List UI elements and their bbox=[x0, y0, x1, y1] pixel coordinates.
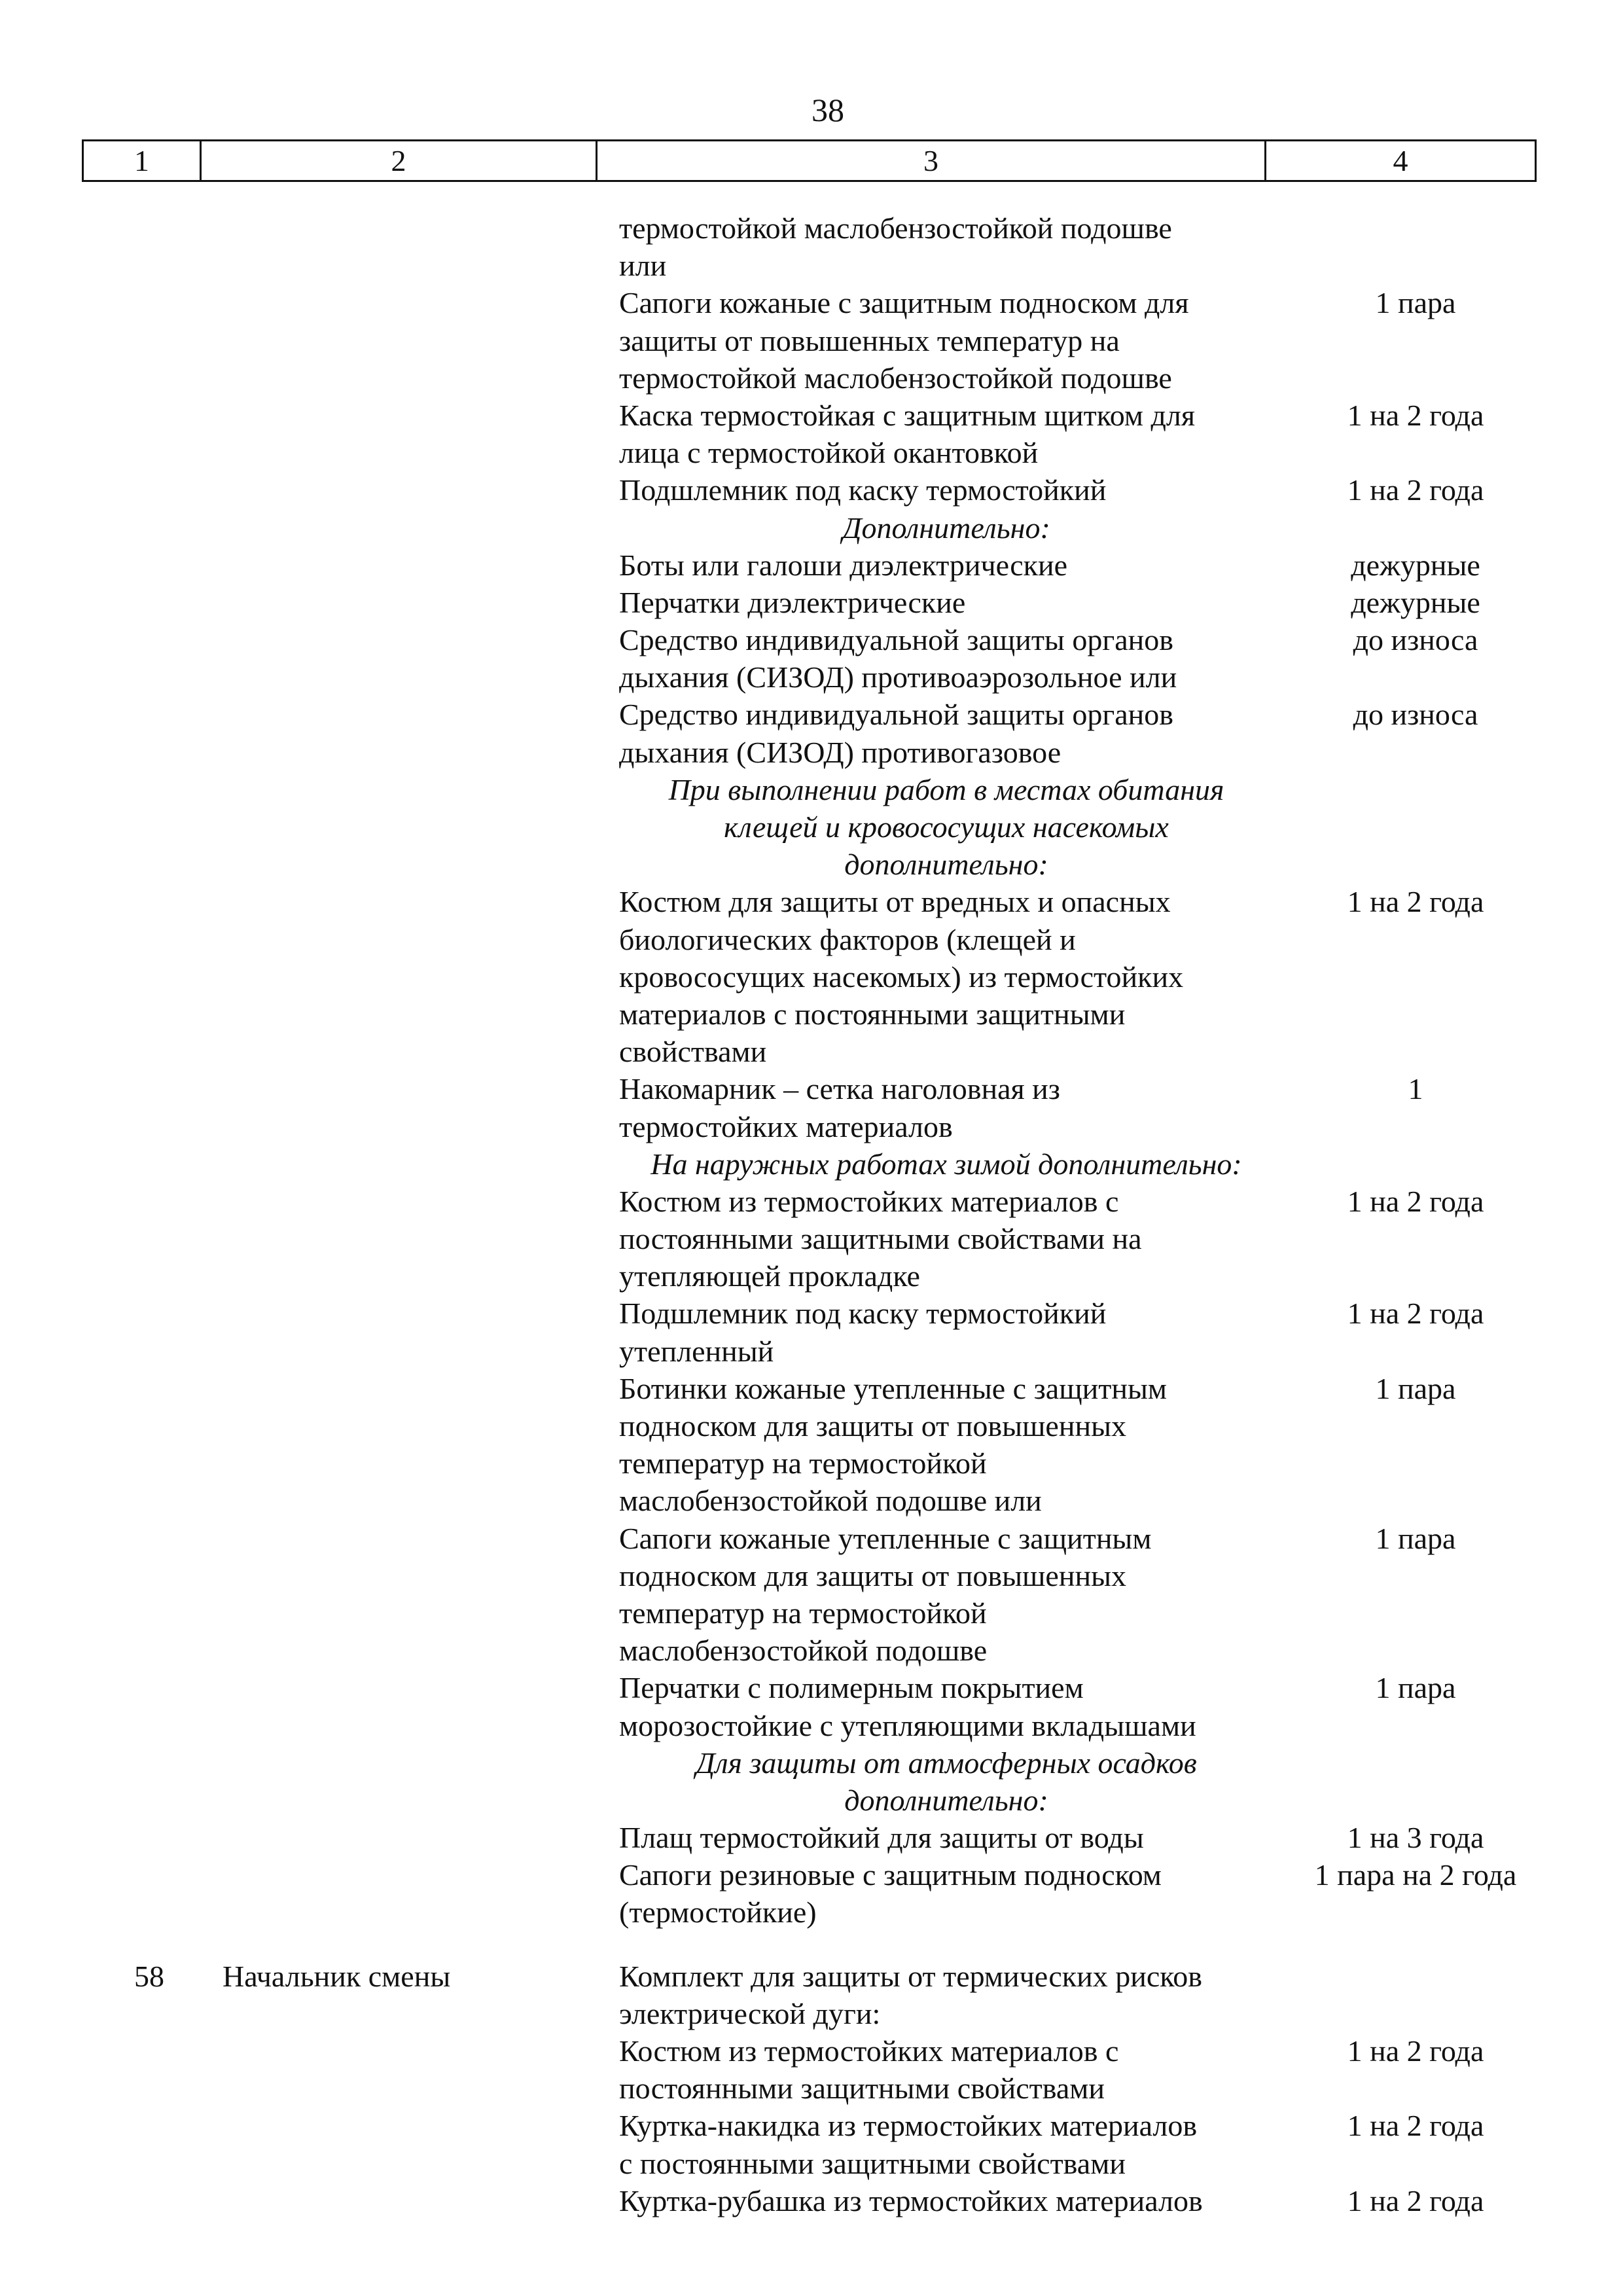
table-row bbox=[0, 1893, 1623, 1931]
section-subheading: дополнительно: bbox=[844, 848, 1048, 882]
table-row bbox=[0, 359, 1623, 397]
table-row bbox=[0, 658, 1623, 696]
table-row bbox=[0, 921, 1623, 958]
item-description: Средство индивидуальной защиты органов bbox=[619, 698, 1173, 732]
column-header-row bbox=[82, 139, 1537, 182]
section-subheading: При выполнении работ в местах обитания bbox=[668, 772, 1224, 806]
table-row bbox=[0, 2182, 1623, 2219]
column-header-3: 3 bbox=[597, 141, 1266, 180]
issue-norm: до износа bbox=[1353, 623, 1478, 657]
item-description: утепляющей прокладке bbox=[619, 1259, 920, 1293]
table-row bbox=[0, 996, 1623, 1033]
table-row bbox=[0, 883, 1623, 920]
item-description: Сапоги резиновые с защитным подноском bbox=[619, 1858, 1162, 1892]
item-description: кровососущих насекомых) из термостойких bbox=[619, 960, 1184, 994]
issue-norm: 1 на 2 года bbox=[1347, 2109, 1484, 2143]
table-row bbox=[0, 471, 1623, 509]
item-description: Боты или галоши диэлектрические bbox=[619, 548, 1068, 582]
table-row bbox=[0, 2070, 1623, 2107]
table-row bbox=[0, 1295, 1623, 1332]
item-description: (термостойкие) bbox=[619, 1895, 817, 1929]
item-description: свойствами bbox=[619, 1035, 767, 1069]
column-header-4: 4 bbox=[1393, 144, 1408, 177]
table-row bbox=[0, 846, 1623, 883]
item-description: подноском для защиты от повышенных bbox=[619, 1409, 1126, 1443]
table-row bbox=[0, 2145, 1623, 2182]
table-row bbox=[0, 1070, 1623, 1107]
table-row bbox=[0, 1257, 1623, 1295]
item-description: маслобензостойкой подошве bbox=[619, 1634, 988, 1668]
table-row bbox=[0, 1632, 1623, 1669]
item-description: температур на термостойкой bbox=[619, 1446, 987, 1480]
issue-norm: 1 пара bbox=[1375, 1671, 1456, 1705]
table-row bbox=[0, 1856, 1623, 1893]
item-description: Перчатки диэлектрические bbox=[619, 585, 966, 619]
table-row bbox=[0, 584, 1623, 621]
table-row bbox=[0, 2032, 1623, 2070]
issue-norm: до износа bbox=[1353, 698, 1478, 732]
item-description: электрической дуги: bbox=[619, 1996, 881, 2030]
issue-norm: 1 пара bbox=[1375, 1371, 1456, 1405]
item-description: Ботинки кожаные утепленные с защитным bbox=[619, 1371, 1167, 1405]
table-row bbox=[0, 434, 1623, 471]
item-description: морозостойкие с утепляющими вкладышами bbox=[619, 1708, 1196, 1742]
issue-norm: дежурные bbox=[1351, 548, 1480, 582]
table-row bbox=[0, 1557, 1623, 1594]
section-subheading: Для защиты от атмосферных осадков bbox=[696, 1746, 1197, 1780]
page-number: 38 bbox=[812, 92, 844, 128]
row-spacer bbox=[0, 1931, 1623, 1958]
position-title: Начальник смены bbox=[223, 1959, 451, 1993]
item-description: биологических факторов (клещей и bbox=[619, 922, 1076, 956]
table-row bbox=[0, 1482, 1623, 1519]
table-row bbox=[0, 1995, 1623, 2032]
issue-norm: 1 на 2 года bbox=[1347, 1184, 1484, 1218]
item-description: Сапоги кожаные утепленные с защитным bbox=[619, 1521, 1152, 1555]
item-description: лица с термостойкой окантовкой bbox=[619, 436, 1039, 470]
item-description: термостойкой маслобензостойкой подошве bbox=[619, 361, 1172, 395]
table-row bbox=[0, 1183, 1623, 1220]
table-row bbox=[0, 397, 1623, 434]
issue-norm: 1 пара на 2 года bbox=[1314, 1858, 1517, 1892]
row-number: 58 bbox=[134, 1959, 164, 1993]
table-row bbox=[0, 1594, 1623, 1632]
table-row bbox=[0, 1782, 1623, 1819]
item-description: защиты от повышенных температур на bbox=[619, 323, 1120, 357]
column-header-2: 2 bbox=[202, 141, 597, 180]
table-row bbox=[0, 734, 1623, 771]
item-description: термостойкой маслобензостойкой подошве bbox=[619, 211, 1172, 245]
table-row bbox=[0, 1819, 1623, 1856]
item-description: Подшлемник под каску термостойкий bbox=[619, 473, 1107, 507]
table-row bbox=[0, 547, 1623, 584]
table-body bbox=[0, 209, 1623, 2219]
item-description: Средство индивидуальной защиты органов bbox=[619, 623, 1173, 657]
item-description: температур на термостойкой bbox=[619, 1596, 987, 1630]
issue-norm: 1 bbox=[1408, 1072, 1423, 1106]
item-description: материалов с постоянными защитными bbox=[619, 997, 1126, 1031]
item-description: Подшлемник под каску термостойкий bbox=[619, 1297, 1107, 1331]
table-row bbox=[0, 958, 1623, 996]
table-row bbox=[0, 1958, 1623, 1995]
table-row bbox=[0, 1407, 1623, 1444]
item-description: Костюм из термостойких материалов с bbox=[619, 1184, 1119, 1218]
item-description: подноском для защиты от повышенных bbox=[619, 1558, 1126, 1592]
section-subheading: Дополнительно: bbox=[842, 511, 1050, 545]
issue-norm: 1 на 2 года bbox=[1347, 1297, 1484, 1331]
table-row bbox=[0, 808, 1623, 846]
item-description: Костюм из термостойких материалов с bbox=[619, 2034, 1119, 2068]
issue-norm: дежурные bbox=[1351, 585, 1480, 619]
issue-norm: 1 пара bbox=[1375, 286, 1456, 320]
table-row bbox=[0, 1444, 1623, 1482]
section-subheading: На наружных работах зимой дополнительно: bbox=[651, 1147, 1242, 1181]
table-row bbox=[0, 696, 1623, 733]
table-row bbox=[0, 1744, 1623, 1782]
section-subheading: клещей и кровососущих насекомых bbox=[724, 810, 1169, 844]
item-description: термостойких материалов bbox=[619, 1109, 953, 1143]
item-description: Плащ термостойкий для защиты от воды bbox=[619, 1821, 1144, 1855]
item-description: маслобензостойкой подошве или bbox=[619, 1484, 1042, 1518]
issue-norm: 1 на 3 года bbox=[1347, 1821, 1484, 1855]
table-row bbox=[0, 322, 1623, 359]
item-description: постоянными защитными свойствами на bbox=[619, 1222, 1142, 1256]
issue-norm: 1 на 2 года bbox=[1347, 2183, 1484, 2217]
table-row bbox=[0, 1333, 1623, 1370]
item-description: Накомарник – сетка наголовная из bbox=[619, 1072, 1060, 1106]
table-row bbox=[0, 209, 1623, 247]
section-subheading: дополнительно: bbox=[844, 1783, 1048, 1817]
table-row bbox=[0, 1108, 1623, 1145]
table-row bbox=[0, 1520, 1623, 1557]
issue-norm: 1 на 2 года bbox=[1347, 2034, 1484, 2068]
item-description: постоянными защитными свойствами bbox=[619, 2072, 1105, 2106]
table-row bbox=[0, 247, 1623, 284]
issue-norm: 1 на 2 года bbox=[1347, 473, 1484, 507]
item-description: Каска термостойкая с защитным щитком для bbox=[619, 398, 1195, 432]
table-row bbox=[0, 771, 1623, 808]
table-row bbox=[0, 1220, 1623, 1257]
item-description: или bbox=[619, 249, 667, 283]
item-description: дыхания (СИЗОД) противогазовое bbox=[619, 735, 1061, 769]
item-description: Перчатки с полимерным покрытием bbox=[619, 1671, 1084, 1705]
item-description: Костюм для защиты от вредных и опасных bbox=[619, 885, 1171, 919]
issue-norm: 1 на 2 года bbox=[1347, 398, 1484, 432]
table-row bbox=[0, 2107, 1623, 2144]
table-row bbox=[0, 284, 1623, 321]
table-row bbox=[0, 1370, 1623, 1407]
column-header-1: 1 bbox=[84, 141, 202, 180]
table-row bbox=[0, 1145, 1623, 1183]
table-row bbox=[0, 1033, 1623, 1070]
item-description: Комплект для защиты от термических рисков bbox=[619, 1959, 1203, 1993]
table-row bbox=[0, 1707, 1623, 1744]
item-description: утепленный bbox=[619, 1334, 774, 1368]
item-description: с постоянными защитными свойствами bbox=[619, 2146, 1126, 2180]
issue-norm: 1 пара bbox=[1375, 1521, 1456, 1555]
item-description: дыхания (СИЗОД) противоаэрозольное или bbox=[619, 660, 1177, 694]
table-row bbox=[0, 621, 1623, 658]
table-row bbox=[0, 509, 1623, 547]
item-description: Куртка-рубашка из термостойких материалов bbox=[619, 2183, 1203, 2217]
table-row bbox=[0, 1669, 1623, 1706]
item-description: Куртка-накидка из термостойких материалов bbox=[619, 2109, 1198, 2143]
item-description: Сапоги кожаные с защитным подноском для bbox=[619, 286, 1189, 320]
issue-norm: 1 на 2 года bbox=[1347, 885, 1484, 919]
